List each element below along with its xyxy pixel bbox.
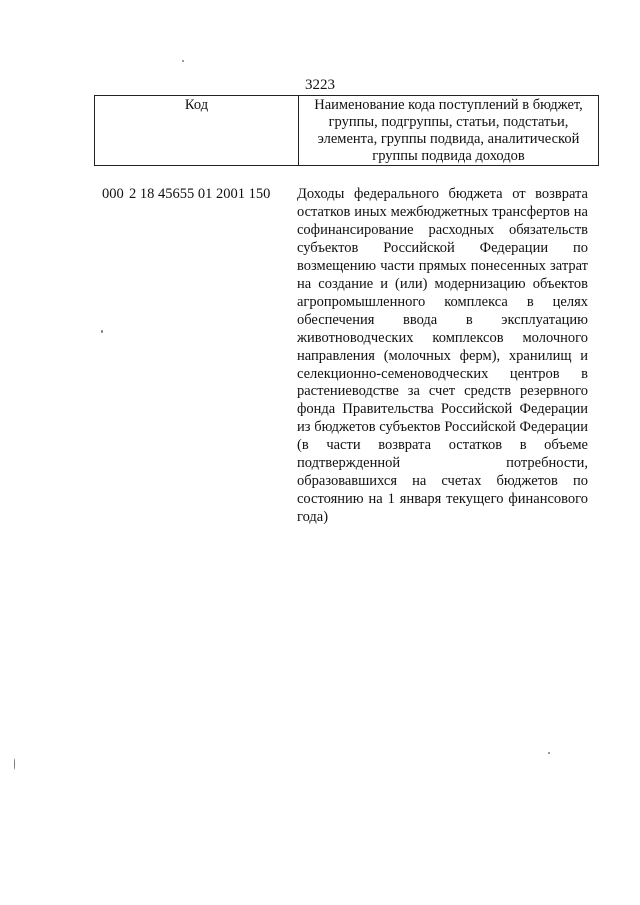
- scan-speck: [182, 60, 184, 62]
- scan-speck: [101, 330, 103, 333]
- budget-classification-code: 2 18 45655 01 2001 150: [129, 186, 271, 202]
- revenue-description: Доходы федерального бюджета от возврата остатков иных межбюджетных трансфертов на софинансирование расходных обязательств субъектов Российской Федерации по возмещению части прямых понесенных затрат на создание и (или) модернизацию объектов агропромышленного комплекса в целях обеспечения ввода в эксплуатацию животноводческих комплексов молочного направления (молочных ферм), хранилищ и селекционно-семеноводческих центров в растениеводстве за счет средств резервного фонда Правительства Российской Федерации из бюджетов субъектов Российской Федерации (в части возврата остатков в объеме подтвержденной потребности, образовавшихся на счетах бюджетов по состоянию на 1 января текущего финансового года): [297, 186, 588, 526]
- column-header-name-label: Наименование кода поступлений в бюджет, группы, подгруппы, статьи, подстатьи, элемента, группы подвида, аналитической группы подвида доходов: [314, 97, 583, 164]
- column-header-code: [95, 96, 299, 166]
- page-number: 3223: [305, 77, 335, 93]
- admin-code: 000: [102, 186, 124, 202]
- scan-speck: [548, 752, 550, 754]
- column-header-code-label: Код: [184, 97, 209, 113]
- column-header-name: [299, 96, 599, 166]
- scan-speck: [14, 758, 15, 770]
- table-header: [94, 95, 599, 166]
